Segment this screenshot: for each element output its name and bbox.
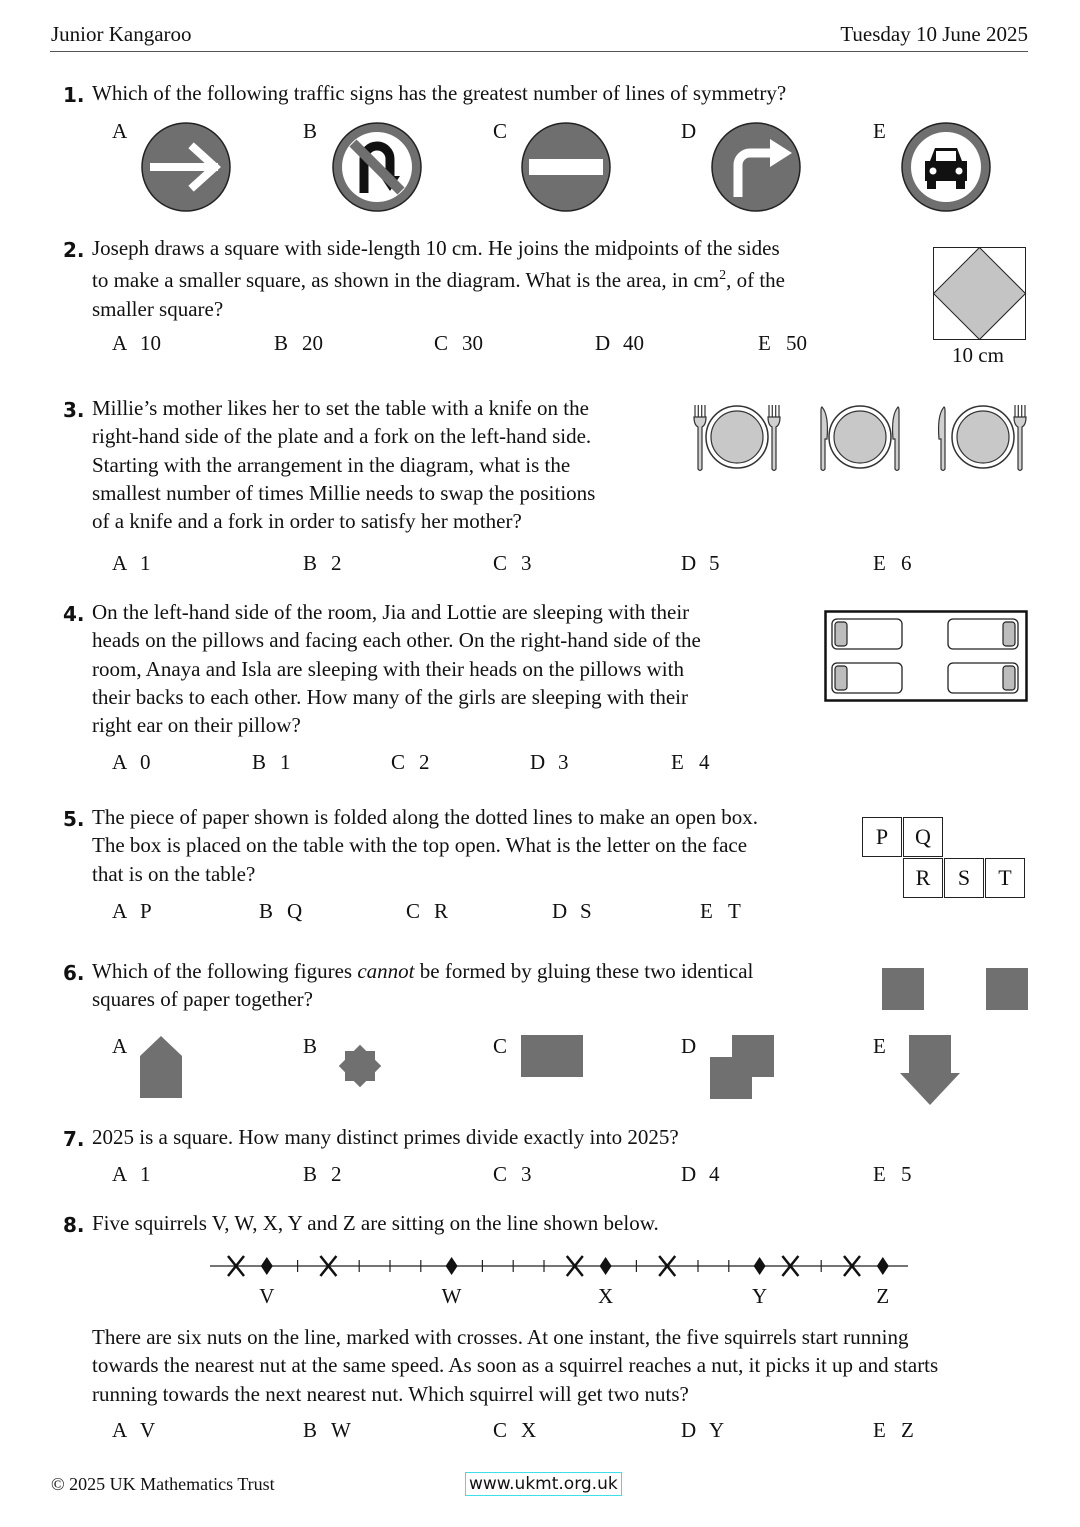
option[interactable] [112, 1162, 151, 1187]
question-line: Starting with the arrangement in the diagram, what is the [92, 452, 571, 477]
option-value: 20 [302, 331, 323, 355]
net-face: S [944, 858, 984, 898]
plate-icon [952, 406, 1014, 468]
option-value: X [521, 1418, 537, 1442]
question-number: 4. [63, 602, 85, 626]
footer-link[interactable]: www.ukmt.org.uk [465, 1472, 622, 1496]
question-text: Five squirrels V, W, X, Y and Z are sitting on the line shown below. [92, 1211, 659, 1235]
option-letter: B [252, 750, 267, 774]
option-value: 5 [901, 1162, 912, 1186]
option[interactable] [112, 551, 151, 576]
question-line: Joseph draws a square with side-length 10 cm. He joins the midpoints of the sides [92, 236, 780, 260]
net-face: Q [903, 817, 943, 857]
question-line-part: be formed by gluing these two identical [414, 959, 754, 983]
fork-icon [694, 405, 706, 471]
no-entry-sign-icon [520, 121, 612, 213]
option-letter: C [493, 1162, 508, 1186]
option-value: 5 [709, 551, 720, 575]
unit: cm [693, 268, 720, 293]
option-letter: A [112, 1418, 128, 1442]
question-line: that is on the table? [92, 861, 256, 886]
option[interactable] [252, 750, 291, 775]
option[interactable] [552, 899, 592, 924]
question-text: 2025 is a square. How many distinct primes divide exactly into 2025? [92, 1125, 679, 1149]
option-letter: B [303, 1034, 318, 1058]
squirrel-marker-icon [754, 1257, 766, 1275]
option-letter: B [303, 1162, 318, 1186]
room-diagram [824, 610, 1028, 702]
option-value: 50 [786, 331, 807, 355]
bed [832, 619, 902, 649]
option-letter: A [112, 1162, 128, 1186]
option[interactable] [873, 1418, 914, 1443]
net-face: R [903, 858, 943, 898]
option-value: 0 [140, 750, 151, 774]
option-value: 30 [462, 331, 483, 355]
question-number: 6. [63, 961, 85, 985]
question-number: 3. [63, 398, 85, 422]
option[interactable] [681, 1418, 724, 1443]
option-value: 10 [140, 331, 161, 355]
figure-b-star [330, 1036, 390, 1096]
option-letter: B [259, 899, 274, 923]
question-text [92, 394, 595, 535]
option-value: 2 [331, 1162, 342, 1186]
question-line: right ear on their pillow? [92, 713, 301, 738]
option[interactable] [530, 750, 569, 775]
question-line: There are six nuts on the line, marked with crosses. At one instant, the five squirrels start running [92, 1325, 909, 1349]
option-letter: D [681, 1034, 697, 1058]
option-value: P [140, 899, 152, 923]
option-letter: D [681, 551, 697, 575]
option-value: 4 [699, 750, 710, 774]
net-face: P [862, 817, 902, 857]
option-value: Z [901, 1418, 914, 1442]
option-value: 2 [331, 551, 342, 575]
option-value: 3 [521, 551, 532, 575]
question-line-part: to make a smaller square, as shown in the diagram. What is the area, in [92, 268, 694, 293]
option-letter: A [112, 551, 128, 575]
bed [948, 619, 1018, 649]
option-letter: C [493, 119, 508, 143]
option-letter: D [681, 119, 697, 143]
squirrel-label: X [598, 1284, 614, 1308]
option-letter: B [303, 1418, 318, 1442]
question-text [92, 234, 785, 323]
emphasis: cannot [357, 959, 415, 983]
option-letter: A [112, 750, 128, 774]
option-letter: C [493, 1034, 508, 1058]
question-text [92, 803, 758, 888]
option[interactable] [681, 1162, 720, 1187]
option-letter: B [303, 551, 318, 575]
option[interactable] [112, 331, 161, 356]
net-face: T [985, 858, 1025, 898]
bed [832, 663, 902, 693]
option-letter: E [671, 750, 684, 774]
option-letter: A [112, 899, 128, 923]
option-letter: D [681, 1162, 697, 1186]
option-value: 3 [521, 1162, 532, 1186]
option[interactable] [671, 750, 710, 775]
question-number: 1. [63, 83, 85, 107]
squirrel-marker-icon [600, 1257, 612, 1275]
option-value: 2 [419, 750, 430, 774]
question-line: The box is placed on the table with the top open. What is the letter on the face [92, 833, 748, 858]
option[interactable] [681, 551, 720, 576]
squirrel-label: V [259, 1284, 275, 1308]
option-value: W [331, 1418, 351, 1442]
option[interactable] [112, 899, 152, 924]
question-line: room, Anaya and Isla are sleeping with their heads on the pillows with [92, 656, 684, 681]
question-line: heads on the pillows and facing each other. On the right-hand side of the [92, 628, 701, 653]
fork-icon [1014, 405, 1026, 471]
option-letter: C [434, 331, 449, 355]
table-setting-diagram [690, 402, 1030, 472]
option[interactable] [758, 331, 807, 356]
option[interactable] [303, 1162, 342, 1187]
option-value: 40 [623, 331, 644, 355]
option-letter: D [552, 899, 568, 923]
option-value: 4 [709, 1162, 720, 1186]
option-value: Q [287, 899, 303, 923]
option-value: T [728, 899, 741, 923]
header-rule [50, 51, 1028, 52]
option[interactable] [303, 551, 342, 576]
option[interactable] [873, 1162, 912, 1187]
no-cars-sign-icon [900, 121, 992, 213]
diagram-label: 10 cm [952, 343, 1004, 367]
option-letter: E [700, 899, 713, 923]
option-value: R [434, 899, 449, 923]
option-letter: A [112, 1034, 128, 1058]
option[interactable] [303, 1418, 351, 1443]
option-value: 1 [280, 750, 291, 774]
question-number: 2. [63, 238, 85, 262]
option[interactable] [595, 331, 644, 356]
option-letter: C [493, 1418, 508, 1442]
question-line-part: , of the [726, 268, 785, 293]
squirrel-label: Y [752, 1284, 768, 1308]
question-line: squares of paper together? [92, 987, 313, 1012]
option-letter: A [112, 119, 128, 143]
arrow-right-sign-icon [140, 121, 232, 213]
question-text: Which of the following traffic signs has the greatest number of lines of symmetry? [92, 81, 787, 105]
no-u-turn-sign-icon [331, 121, 423, 213]
question-line: On the left-hand side of the room, Jia and Lottie are sleeping with their [92, 600, 690, 624]
option[interactable] [873, 551, 912, 576]
option-value: 1 [140, 551, 151, 575]
option[interactable] [112, 750, 151, 775]
option[interactable] [112, 1418, 155, 1443]
option-letter: C [493, 551, 508, 575]
fork-icon [768, 405, 780, 471]
option-letter: E [873, 1034, 886, 1058]
figure-d-offset-squares [710, 1035, 774, 1099]
question-text [92, 957, 753, 1014]
question-line: of a knife and a fork in order to satisfy her mother? [92, 509, 522, 534]
option[interactable] [434, 331, 483, 356]
turn-right-sign-icon [710, 121, 802, 213]
header-title: Junior Kangaroo [51, 22, 192, 46]
header-date: Tuesday 10 June 2025 [840, 22, 1028, 46]
option-letter: E [873, 1162, 886, 1186]
bed [948, 663, 1018, 693]
option-letter: E [873, 1418, 886, 1442]
option-letter: C [406, 899, 421, 923]
squirrel-label: Z [876, 1284, 890, 1308]
option-value: Y [709, 1418, 725, 1442]
question-text [92, 1323, 938, 1408]
question-line: Millie’s mother likes her to set the table with a knife on the [92, 396, 589, 420]
question-line: their backs to each other. How many of the girls are sleeping with their [92, 684, 688, 709]
option-letter: B [303, 119, 318, 143]
question-number: 7. [63, 1127, 85, 1151]
option[interactable] [493, 1418, 536, 1443]
squirrel-number-line [210, 1250, 910, 1314]
squirrel-label: W [441, 1284, 462, 1308]
two-squares-diagram [882, 968, 1028, 1010]
option-letter: D [530, 750, 546, 774]
figure-a-house [140, 1036, 184, 1098]
question-line: The piece of paper shown is folded along the dotted lines to make an open box. [92, 805, 758, 829]
option[interactable] [493, 1162, 532, 1187]
question-line: running towards the next nearest nut. Which squirrel will get two nuts? [92, 1381, 689, 1406]
question-line [92, 262, 785, 294]
squirrel-marker-icon [877, 1257, 889, 1275]
option-value: V [140, 1418, 156, 1442]
option[interactable] [259, 899, 302, 924]
option-letter: D [595, 331, 611, 355]
squirrel-marker-icon [446, 1257, 458, 1275]
question-line: smallest number of times Millie needs to swap the positions [92, 480, 596, 505]
question-line [92, 957, 753, 985]
option-value: 3 [558, 750, 569, 774]
option[interactable] [406, 899, 448, 924]
question-line: towards the nearest nut at the same speed. As soon as a squirrel reaches a nut, it picks it up and starts [92, 1353, 939, 1378]
figure-c-rectangle [521, 1035, 583, 1077]
question-line: smaller square? [92, 296, 224, 321]
question-text [92, 598, 701, 739]
footer-copyright: © 2025 UK Mathematics Trust [51, 1474, 275, 1494]
option-value: 6 [901, 551, 912, 575]
knife-icon [893, 407, 899, 471]
option-letter: E [873, 119, 886, 143]
option-letter: C [391, 750, 406, 774]
option-value: 1 [140, 1162, 151, 1186]
square-diagram [933, 247, 1027, 341]
option-letter: D [681, 1418, 697, 1442]
option-value: S [580, 899, 592, 923]
question-line-part: Which of the following figures [92, 959, 358, 983]
squirrel-marker-icon [261, 1257, 273, 1275]
option-letter: E [873, 551, 886, 575]
figure-e-arrow [900, 1035, 960, 1107]
option[interactable] [700, 899, 741, 924]
unit-exponent: 2 [719, 268, 727, 284]
knife-icon [939, 407, 945, 471]
question-line: right-hand side of the plate and a fork on the left-hand side. [92, 424, 592, 449]
question-number: 5. [63, 807, 85, 831]
option-letter: A [112, 331, 128, 355]
option-letter: B [274, 331, 289, 355]
plate-icon [706, 406, 768, 468]
knife-icon [821, 407, 827, 471]
option[interactable] [391, 750, 430, 775]
question-number: 8. [63, 1213, 85, 1237]
option[interactable] [493, 551, 532, 576]
option-letter: E [758, 331, 771, 355]
plate-icon [829, 406, 891, 468]
option[interactable] [274, 331, 323, 356]
